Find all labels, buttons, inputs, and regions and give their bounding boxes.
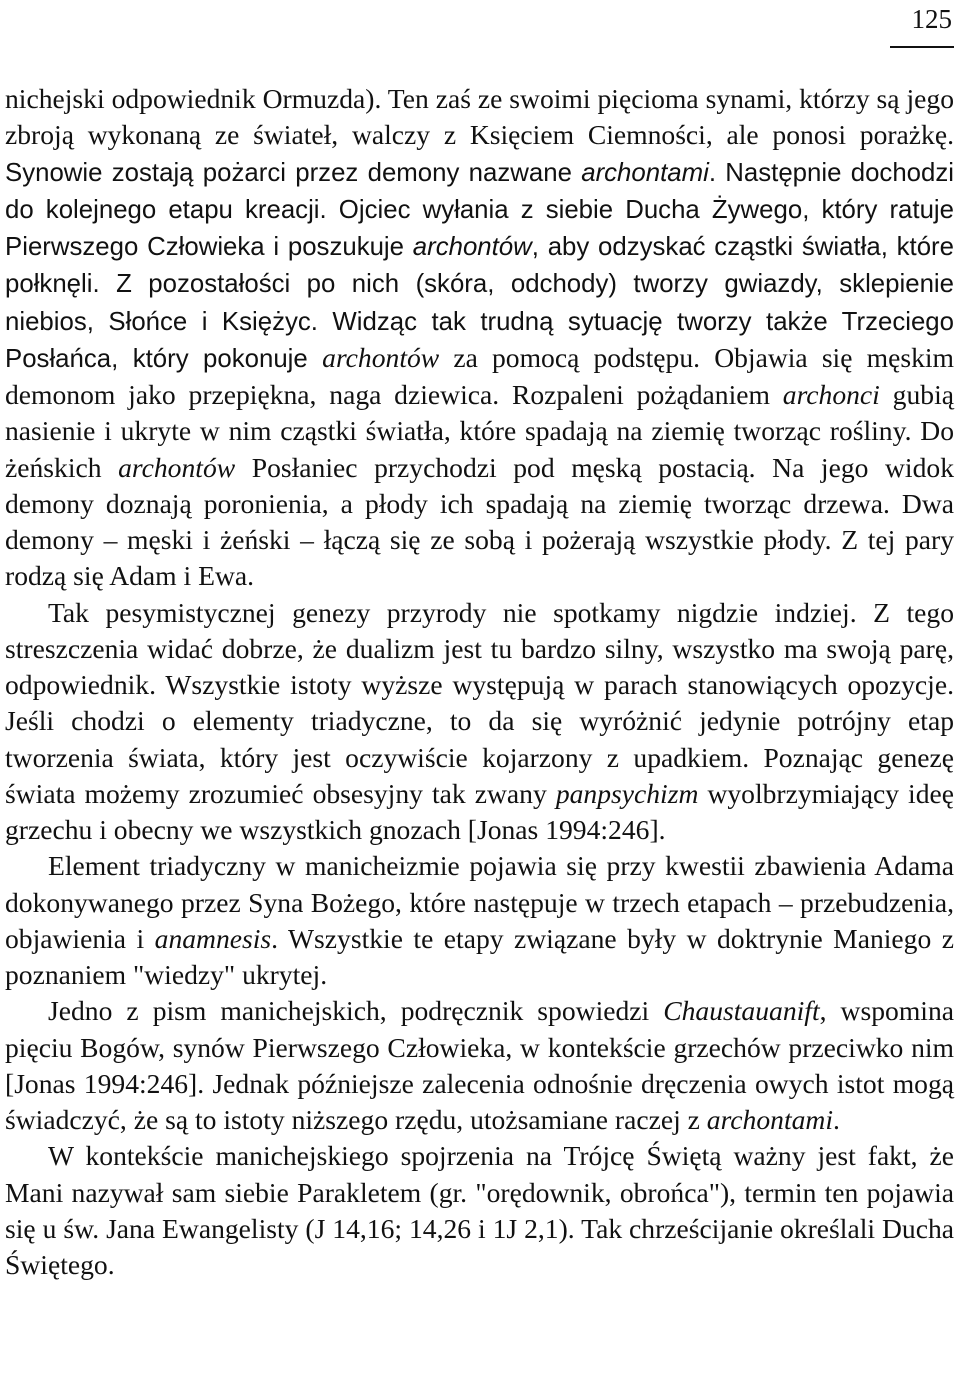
text-run: gubią nasienie i ukryte w nim cząstki światła, które spadają na ziemię tworząc rośliny. Do żeńskich bbox=[5, 379, 954, 483]
italic-term: archontów bbox=[118, 451, 236, 483]
text-run: Synowie zostają pożarci przez demony nazwane bbox=[5, 158, 582, 187]
text-run: . bbox=[833, 1104, 840, 1135]
text-run: W kontekście manichejskiego spojrzenia na Trójcę Świętą ważny jest fakt, że Mani nazywał sam siebie Parakletem (gr. "orędownik, obrońca"), termin ten pojawia się u św. Jana Ewangelisty (J 14,16; 14,26 i 1J 2,1). Tak chrześcijanie określali Ducha Świętego. bbox=[5, 1140, 954, 1280]
text-run: . Wszystkie te etapy związane były w doktrynie Maniego z poznaniem "wiedzy" ukrytej. bbox=[5, 922, 954, 990]
italic-term: archonci bbox=[782, 379, 880, 410]
italic-term: Chaustauanift bbox=[663, 995, 820, 1027]
text-run: , aby odzyskać cząstki światła, które połknęli. Z pozostałości po nich (skóra, odchody) tworzy gwiazdy, sklepienie niebios, Słońce i Księżyc. Widząc tak trudną sytuację tworzy także Trzeciego Posłańca, który pokonuje bbox=[5, 233, 954, 373]
text-run: Posłaniec przychodzi pod męską postacią. Na jego widok demony doznają poronienia, a płody ich spadają na ziemię tworząc drzewa. Dwa demony – męski i żeński – łączą się ze sobą i pożerają wszystkie płody. Z tej pary rodzą się Adam i Ewa. bbox=[5, 451, 954, 592]
text-run: wyolbrzymiający ideę grzechu i obecny we wszystkich gnozach [Jonas 1994:246]. bbox=[5, 777, 955, 845]
italic-term: anamnesis bbox=[154, 922, 272, 954]
italic-term: archontami bbox=[581, 158, 709, 187]
text-run: Element triadyczny w manicheizmie pojawia się przy kwestii zbawienia Adama dokonywanego przez Syna Bożego, które następuje w trzech etapach – przebudzenia, objawienia i bbox=[5, 850, 954, 954]
paragraph bbox=[5, 595, 954, 849]
text-run: za pomocą podstępu. Objawia się męskim demonom jako przepiękna, naga dziewica. Rozpaleni pożądaniem bbox=[5, 341, 955, 410]
italic-term: archontów bbox=[322, 341, 440, 373]
paragraph bbox=[5, 81, 954, 595]
page-number: 125 bbox=[911, 4, 952, 34]
body-text bbox=[5, 81, 954, 1283]
paragraph bbox=[5, 993, 954, 1138]
text-run: Jedno z pism manichejskich, podręcznik spowiedzi bbox=[48, 995, 664, 1027]
italic-term: panpsychizm bbox=[555, 777, 699, 809]
text-run: nichejski odpowiednik Ormuzda). Ten zaś ze swoimi pięcioma synami, którzy są jego zbroją wykonaną ze świateł, walczy z Księciem Ciemności, ale ponosi porażkę. bbox=[5, 83, 954, 151]
text-run: Tak pesymistycznej genezy przyrody nie spotkamy nigdzie indziej. Z tego streszczenia widać dobrze, że dualizm jest tu bardzo silny, wszystko ma swoją parę, odpowiednik. Wszystkie istoty wyższe występują w parach stanowiących opozycje. Jeśli chodzi o elementy triadyczne, to da się wyróżnić jedynie potrójny etap tworzenia świata, który jest oczywiście kojarzony z upadkiem. Poznając genezę świata możemy zrozumieć obsesyjny tak zwany bbox=[5, 596, 954, 809]
header-rule bbox=[890, 46, 954, 48]
paragraph bbox=[5, 848, 954, 993]
paragraph bbox=[5, 1138, 954, 1283]
italic-term: archontami bbox=[706, 1104, 834, 1135]
italic-term: archontów bbox=[412, 233, 532, 261]
text-run: . Następnie dochodzi do kolejnego etapu kreacji. Ojciec wyłania z siebie Ducha Żywego, który ratuje Pierwszego Człowieka i poszukuje bbox=[5, 158, 954, 261]
text-run: , wspomina pięciu Bogów, synów Pierwszego Człowieka, w kontekście grzechów przeciwko nim [Jonas 1994:246]. Jednak późniejsze zalecenia odnośnie dręczenia owych istot mogą świadczyć, że są to istoty niższego rzędu, utożsamiane raczej z bbox=[5, 995, 954, 1135]
